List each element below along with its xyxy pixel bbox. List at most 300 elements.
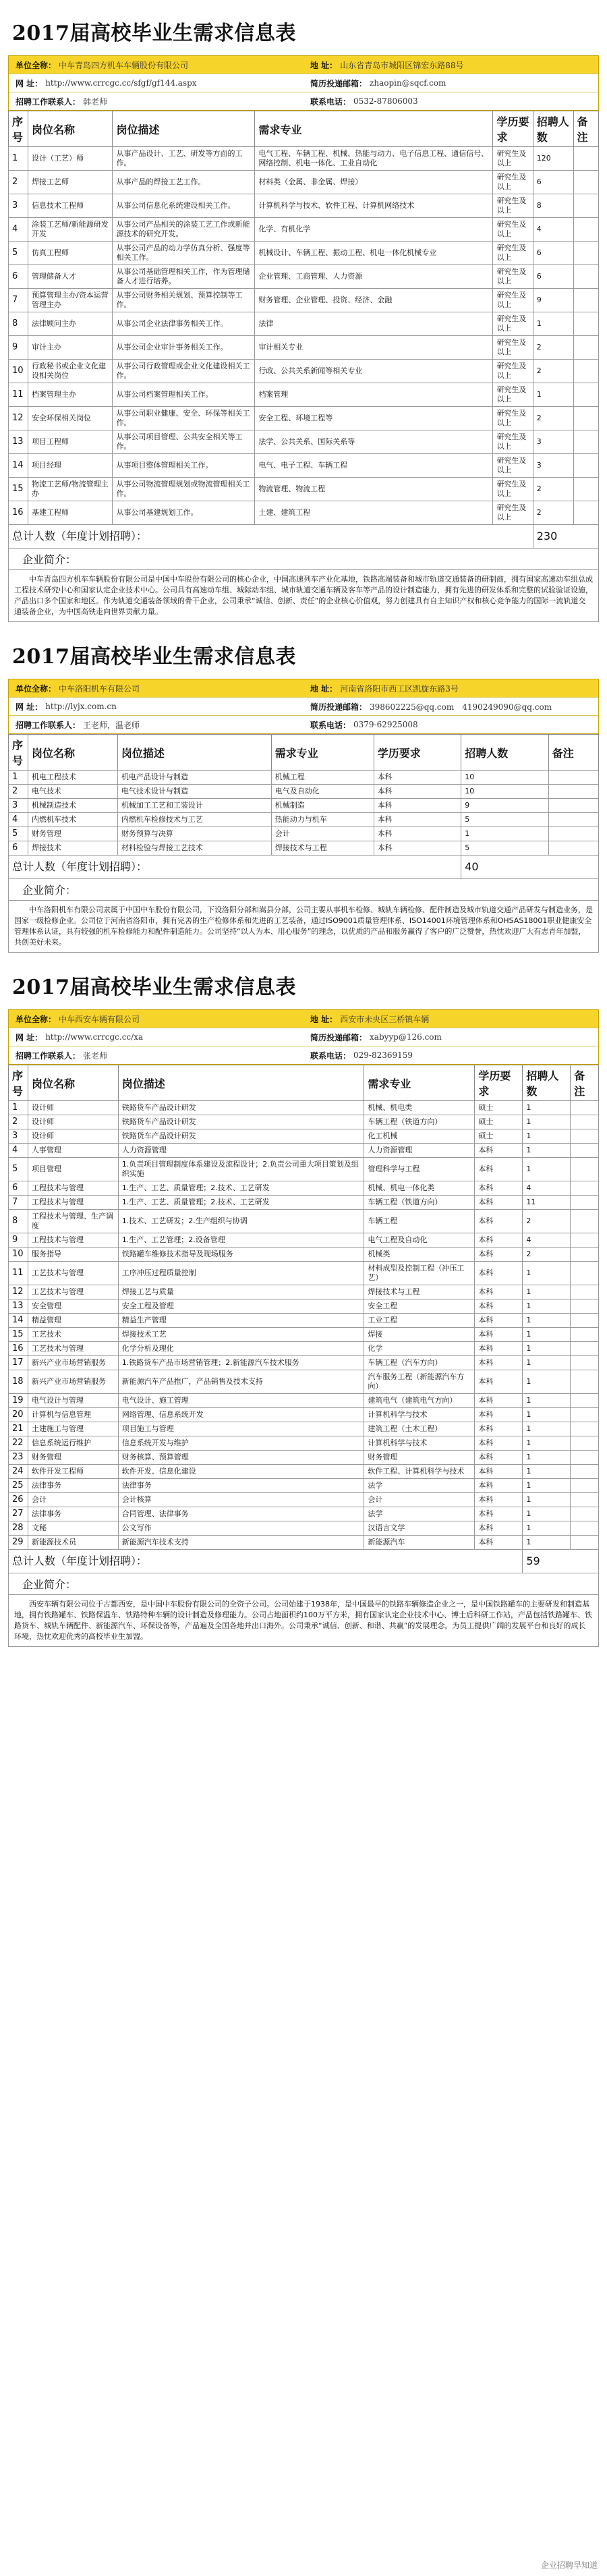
table-cell: 化学 <box>364 1342 475 1356</box>
table-cell: 29 <box>9 1536 28 1550</box>
column-header: 学历要求 <box>475 1065 523 1101</box>
table-cell: 网络管理、信息系统开发 <box>118 1408 364 1422</box>
info-row <box>9 1028 598 1046</box>
company-intro: 中车洛阳机车有限公司隶属于中国中车股份有限公司，下设洛阳分部和嵩县分部，公司主要从事机车检修、城轨车辆检修、配件制造及城市轨道交通产品研发与制造业务，是国家一级检修企业。公司位于河南省洛阳市，拥有完善的生产检修体系和先进的工艺装备，通过ISO9001质量管理体系、ISO14001环境管理体系和OHSAS18001职业健康安全管理体系认证，具有较强的机车检修能力和配件制造能力。公司坚持“以人为本、用心服务”的理念，以优质的产品和服务赢得了客户的广泛赞誉，热忱欢迎广大有志青年加盟，共创美好未来。 <box>8 901 599 953</box>
table-cell: 机械设计、车辆工程、振动工程、机电一体化机械专业 <box>255 242 493 265</box>
table-row <box>9 218 599 242</box>
table-cell: 10 <box>461 771 549 785</box>
table-cell: 新能源汽车 <box>364 1536 475 1550</box>
table-row <box>9 1507 599 1521</box>
company-block <box>8 970 599 2570</box>
table-cell: 土建施工与管理 <box>28 1422 119 1436</box>
table-cell <box>573 147 598 171</box>
table-cell: 2 <box>523 1248 571 1262</box>
table-row <box>9 1299 599 1314</box>
company-info <box>8 679 599 734</box>
table-cell: 信息技术工程师 <box>28 194 113 218</box>
info-cell <box>304 59 598 71</box>
table-cell: 软件工程、计算机科学与技术 <box>364 1465 475 1479</box>
table-cell <box>571 1285 599 1299</box>
job-table <box>8 734 599 879</box>
table-cell: 新兴产业市场营销服务 <box>28 1356 119 1370</box>
table-cell: 人事管理 <box>28 1144 119 1158</box>
table-cell: 1 <box>523 1299 571 1314</box>
column-header: 学历要求 <box>493 111 533 147</box>
table-cell: 计算机与信息管理 <box>28 1408 119 1422</box>
unit-name-label: 单位全称： <box>16 60 57 70</box>
table-cell: 焊接 <box>364 1328 475 1342</box>
table-cell: 17 <box>9 1356 28 1370</box>
table-cell: 18 <box>9 1370 28 1394</box>
table-cell: 从事公司项目管理、公共安全相关等工作。 <box>113 430 255 454</box>
table-cell: 4 <box>533 218 573 242</box>
website-link[interactable]: http://lyjx.com.cn <box>45 702 117 711</box>
table-cell: 工程技术与管理 <box>28 1233 119 1248</box>
table-row <box>9 827 599 841</box>
table-cell <box>571 1129 599 1144</box>
table-cell: 研究生及以上 <box>493 147 533 171</box>
table-cell: 本科 <box>475 1144 523 1158</box>
table-cell <box>571 1196 599 1210</box>
table-cell: 行政、公共关系新闻等相关专业 <box>255 360 493 383</box>
table-cell: 法律事务 <box>118 1479 364 1493</box>
table-cell: 6 <box>533 265 573 289</box>
table-cell: 法学 <box>364 1479 475 1493</box>
table-cell: 本科 <box>475 1181 523 1196</box>
table-cell: 2 <box>533 360 573 383</box>
table-cell: 13 <box>9 1299 28 1314</box>
table-cell: 档案管理 <box>255 383 493 407</box>
table-row <box>9 171 599 194</box>
website-link[interactable]: http://www.crrcgc.cc/xa <box>45 1032 144 1042</box>
unit-name-label: 单位全称： <box>16 683 57 694</box>
table-cell <box>571 1451 599 1465</box>
contact-label: 招聘工作联系人： <box>16 96 81 107</box>
table-row <box>9 1328 599 1342</box>
table-cell: 2 <box>533 407 573 430</box>
contact-label: 招聘工作联系人： <box>16 1051 81 1061</box>
table-cell: 9 <box>461 799 549 813</box>
column-header: 序号 <box>9 735 28 771</box>
table-cell: 新能源汽车产品推广，产品销售及技术支持 <box>118 1370 364 1394</box>
table-cell: 10 <box>9 1248 28 1262</box>
table-cell: 精益生产管理 <box>118 1314 364 1328</box>
table-cell: 从事公司财务相关规划、预算控制等工作。 <box>113 289 255 312</box>
table-cell: 研究生及以上 <box>493 501 533 525</box>
table-cell: 15 <box>9 478 28 501</box>
table-cell: 公文写作 <box>118 1521 364 1536</box>
table-cell: 1 <box>523 1465 571 1479</box>
email-label: 简历投递邮箱： <box>310 702 368 712</box>
table-cell <box>571 1394 599 1408</box>
table-cell: 汉语言文学 <box>364 1521 475 1536</box>
table-cell: 研究生及以上 <box>493 265 533 289</box>
table-cell: 研究生及以上 <box>493 312 533 336</box>
table-cell: 14 <box>9 454 28 478</box>
table-cell <box>571 1115 599 1129</box>
table-cell <box>571 1370 599 1394</box>
total-row <box>9 856 599 879</box>
table-cell: 本科 <box>475 1451 523 1465</box>
table-cell <box>573 454 598 478</box>
total-value: 230 <box>533 525 598 549</box>
table-cell: 会计核算 <box>118 1493 364 1507</box>
table-cell: 汽车服务工程（新能源汽车方向） <box>364 1370 475 1394</box>
table-cell: 3 <box>9 194 28 218</box>
table-cell: 10 <box>461 785 549 799</box>
table-cell: 2 <box>9 171 28 194</box>
table-cell: 机电工程技术 <box>28 771 118 785</box>
table-row <box>9 1521 599 1536</box>
table-cell: 1 <box>533 312 573 336</box>
table-cell: 5 <box>461 813 549 827</box>
table-cell: 焊接工艺与质量 <box>118 1285 364 1299</box>
table-cell: 电气、电子工程、车辆工程 <box>255 454 493 478</box>
table-cell <box>571 1233 599 1248</box>
table-cell: 材料成型及控制工程（冲压工艺） <box>364 1262 475 1285</box>
table-cell <box>571 1101 599 1115</box>
table-cell: 1 <box>461 827 549 841</box>
table-cell: 电气设计与管理 <box>28 1394 119 1408</box>
table-cell: 1 <box>523 1422 571 1436</box>
email-link[interactable]: xabyyp@126.com <box>370 1032 442 1042</box>
table-cell: 11 <box>523 1196 571 1210</box>
column-header: 招聘人数 <box>533 111 573 147</box>
table-cell: 本科 <box>475 1328 523 1342</box>
table-cell <box>573 171 598 194</box>
table-cell <box>571 1356 599 1370</box>
table-row <box>9 785 599 799</box>
table-row <box>9 1210 599 1233</box>
table-cell: 从事公司企业审计事务相关工作。 <box>113 336 255 360</box>
table-cell: 6 <box>9 841 28 856</box>
website-label: 网 址： <box>16 78 43 88</box>
table-cell: 1 <box>523 1158 571 1181</box>
table-cell: 1 <box>9 147 28 171</box>
table-cell: 材料检验与焊接工艺技术 <box>117 841 271 856</box>
table-cell <box>571 1465 599 1479</box>
table-row <box>9 1451 599 1465</box>
table-cell: 预算管理主办/资本运营管理主办 <box>28 289 113 312</box>
table-cell: 设计师 <box>28 1115 119 1129</box>
table-row <box>9 242 599 265</box>
table-cell <box>548 841 598 856</box>
table-cell: 1 <box>523 1328 571 1342</box>
table-cell: 1 <box>533 383 573 407</box>
table-cell: 财务核算、预算管理 <box>118 1451 364 1465</box>
table-cell: 铁路货车产品设计研发 <box>118 1101 364 1115</box>
email-link[interactable]: zhaopin@sqcf.com <box>370 78 446 88</box>
table-cell: 硕士 <box>475 1101 523 1115</box>
column-header: 需求专业 <box>255 111 493 147</box>
address: 山东省青岛市城阳区锦宏东路88号 <box>340 60 464 70</box>
table-cell: 2 <box>533 501 573 525</box>
table-row <box>9 1181 599 1196</box>
table-cell: 从事公司档案管理相关工作。 <box>113 383 255 407</box>
column-header: 序号 <box>9 111 28 147</box>
table-cell: 4 <box>9 1144 28 1158</box>
table-cell: 14 <box>9 1314 28 1328</box>
table-cell: 23 <box>9 1451 28 1465</box>
column-header: 招聘人数 <box>461 735 549 771</box>
column-header: 岗位描述 <box>117 735 271 771</box>
table-row <box>9 265 599 289</box>
table-cell <box>571 1248 599 1262</box>
table-cell: 设计师 <box>28 1101 119 1115</box>
table-cell: 电气设计、施工管理 <box>118 1394 364 1408</box>
table-cell: 会计 <box>28 1493 119 1507</box>
table-cell: 本科 <box>475 1394 523 1408</box>
unit-name: 中车洛阳机车有限公司 <box>59 683 140 694</box>
table-cell: 从事公司行政管理或企业文化建设相关工作。 <box>113 360 255 383</box>
table-cell: 焊接技术与工程 <box>364 1285 475 1299</box>
table-cell: 审计相关专业 <box>255 336 493 360</box>
table-row <box>9 1536 599 1550</box>
table-cell <box>548 827 598 841</box>
table-cell <box>571 1479 599 1493</box>
table-cell: 设计（工艺）师 <box>28 147 113 171</box>
table-cell: 热能动力与机车 <box>271 813 374 827</box>
table-cell: 机械制造 <box>271 799 374 813</box>
table-cell: 1 <box>523 1262 571 1285</box>
table-cell: 11 <box>9 1262 28 1285</box>
table-cell: 8 <box>9 1210 28 1233</box>
info-cell <box>9 1050 304 1061</box>
table-cell: 4 <box>9 813 28 827</box>
table-cell: 3 <box>533 430 573 454</box>
table-cell: 研究生及以上 <box>493 242 533 265</box>
column-header: 序号 <box>9 1065 28 1101</box>
table-row <box>9 1158 599 1181</box>
table-row <box>9 1465 599 1479</box>
table-cell: 精益管理 <box>28 1314 119 1328</box>
table-cell: 服务指导 <box>28 1248 119 1262</box>
unit-name-label: 单位全称： <box>16 1014 57 1024</box>
table-row <box>9 478 599 501</box>
table-header-row <box>9 735 599 771</box>
table-cell: 5 <box>9 1158 28 1181</box>
table-cell: 工艺技术与管理 <box>28 1342 119 1356</box>
phone-label: 联系电话： <box>310 1051 351 1061</box>
column-header: 岗位名称 <box>28 735 118 771</box>
table-cell <box>571 1436 599 1451</box>
page-title: 2017届高校毕业生需求信息表 <box>12 22 296 45</box>
table-cell <box>548 799 598 813</box>
column-header: 学历要求 <box>374 735 461 771</box>
total-value: 59 <box>523 1550 599 1573</box>
table-cell: 硕士 <box>475 1115 523 1129</box>
table-cell: 本科 <box>475 1370 523 1394</box>
table-cell: 9 <box>533 289 573 312</box>
info-cell <box>9 719 304 731</box>
table-cell: 8 <box>533 194 573 218</box>
table-row <box>9 1101 599 1115</box>
job-table <box>8 1065 599 1573</box>
table-cell: 法律事务 <box>28 1507 119 1521</box>
table-cell: 铁路货车产品设计研发 <box>118 1129 364 1144</box>
website-link[interactable]: http://www.crrcgc.cc/sfgf/gf144.aspx <box>45 78 197 88</box>
table-cell: 机械加工工艺和工装设计 <box>117 799 271 813</box>
address: 河南省洛阳市西工区凯旋东路3号 <box>340 683 459 694</box>
total-label: 总计人数（年度计划招聘）： <box>9 1550 523 1573</box>
table-cell: 6 <box>533 242 573 265</box>
info-cell <box>9 1013 304 1025</box>
unit-name: 中车青岛四方机车车辆股份有限公司 <box>59 60 189 70</box>
table-cell: 电气技术设计与制造 <box>117 785 271 799</box>
table-cell: 焊接工艺师 <box>28 171 113 194</box>
phone-number: 029-82369159 <box>353 1051 413 1060</box>
table-cell <box>571 1422 599 1436</box>
column-header: 备注 <box>571 1065 599 1101</box>
info-cell <box>304 719 598 731</box>
table-cell: 档案管理主办 <box>28 383 113 407</box>
table-cell: 仿真工程师 <box>28 242 113 265</box>
table-cell: 12 <box>9 407 28 430</box>
email-label: 简历投递邮箱： <box>310 1032 368 1042</box>
table-row <box>9 813 599 827</box>
phone-number: 0379-62925008 <box>353 720 418 729</box>
table-row <box>9 1479 599 1493</box>
table-cell: 4 <box>523 1233 571 1248</box>
address-label: 地 址： <box>310 60 338 70</box>
table-cell: 1 <box>523 1101 571 1115</box>
email-link[interactable]: 398602225@qq.com 4190249090@qq.com <box>370 702 552 712</box>
table-cell: 9 <box>9 1233 28 1248</box>
table-header-row <box>9 111 599 147</box>
table-cell: 1 <box>523 1342 571 1356</box>
table-cell: 项目管理 <box>28 1158 119 1181</box>
table-cell: 1 <box>523 1479 571 1493</box>
table-cell: 材料类（金属、非金属、焊接） <box>255 171 493 194</box>
table-cell: 本科 <box>475 1408 523 1422</box>
table-cell: 机械工程 <box>271 771 374 785</box>
table-cell: 本科 <box>475 1210 523 1233</box>
table-cell: 设计师 <box>28 1129 119 1144</box>
table-cell: 铁路罐车维修技术指导及现场服务 <box>118 1248 364 1262</box>
table-cell: 铁路货车产品设计研发 <box>118 1115 364 1129</box>
table-cell: 本科 <box>475 1248 523 1262</box>
table-row <box>9 1129 599 1144</box>
table-cell: 本科 <box>475 1262 523 1285</box>
table-cell: 5 <box>9 242 28 265</box>
table-row <box>9 501 599 525</box>
table-row <box>9 147 599 171</box>
table-cell <box>571 1210 599 1233</box>
table-cell: 本科 <box>374 841 461 856</box>
table-row <box>9 312 599 336</box>
table-row <box>9 1285 599 1299</box>
table-cell <box>571 1493 599 1507</box>
table-cell: 车辆工程（铁道方向） <box>364 1196 475 1210</box>
table-cell: 安全管理 <box>28 1299 119 1314</box>
table-cell: 28 <box>9 1521 28 1536</box>
company-intro: 中车青岛四方机车车辆股份有限公司是中国中车股份有限公司的核心企业，中国高速列车产业化基地，铁路高端装备和城市轨道交通装备的研制商，拥有国家高速动车组总成工程技术研究中心和国家认定企业技术中心。公司具有高速动车组、城际动车组、城市轨道交通车辆及客车等产品的设计制造能力，拥有先进的研发体系和完整的试验验证设施，产品出口多个国家和地区。作为轨道交通装备领域的骨干企业，公司秉承“诚信、创新、责任”的企业核心价值观，努力创建具有自主知识产权和核心竞争能力的国际一流轨道交通装备企业，为中国高铁走向世界贡献力量。 <box>8 570 599 622</box>
table-row <box>9 799 599 813</box>
info-row <box>9 92 598 110</box>
table-cell: 9 <box>9 336 28 360</box>
info-row <box>9 679 598 698</box>
table-cell: 财务管理、企业管理、投资、经济、金融 <box>255 289 493 312</box>
table-cell: 会计 <box>271 827 374 841</box>
table-cell: 1.技术、工艺研发；2.生产组织与协调 <box>118 1210 364 1233</box>
table-cell: 从事公司职业健康、安全、环保等相关工作。 <box>113 407 255 430</box>
column-header: 岗位描述 <box>118 1065 364 1101</box>
table-cell: 计算机科学与技术 <box>364 1408 475 1422</box>
table-cell: 1 <box>523 1394 571 1408</box>
intro-heading: 企业简介： <box>8 549 599 570</box>
table-cell: 研究生及以上 <box>493 218 533 242</box>
phone-label: 联系电话： <box>310 96 351 107</box>
contact-person: 张老师 <box>83 1051 108 1061</box>
table-cell: 工程技术与管理、生产调度 <box>28 1210 119 1233</box>
unit-name: 中车西安车辆有限公司 <box>59 1014 140 1024</box>
table-row <box>9 1408 599 1422</box>
table-cell: 本科 <box>475 1521 523 1536</box>
table-cell: 研究生及以上 <box>493 478 533 501</box>
table-row <box>9 771 599 785</box>
table-row <box>9 1144 599 1158</box>
table-cell: 本科 <box>475 1314 523 1328</box>
table-cell: 土建、建筑工程 <box>255 501 493 525</box>
table-cell: 审计主办 <box>28 336 113 360</box>
table-cell: 1 <box>9 771 28 785</box>
table-cell: 从事公司产品相关的涂装工艺工作或新能源技术的研究开发。 <box>113 218 255 242</box>
table-cell: 本科 <box>475 1493 523 1507</box>
intro-heading: 企业简介： <box>8 879 599 901</box>
table-cell <box>573 242 598 265</box>
table-cell: 本科 <box>475 1196 523 1210</box>
table-cell: 内燃机车检修技术与工艺 <box>117 813 271 827</box>
table-cell: 1.生产、工艺、质量管理；2.技术、工艺研发 <box>118 1196 364 1210</box>
table-cell: 2 <box>523 1210 571 1233</box>
table-cell: 120 <box>533 147 573 171</box>
table-cell: 法学 <box>364 1507 475 1521</box>
table-cell: 研究生及以上 <box>493 407 533 430</box>
table-row <box>9 1394 599 1408</box>
watermark-text: 企业招聘早知道 <box>540 2560 598 2570</box>
company-info <box>8 55 599 111</box>
table-cell: 1.生产、工艺管理；2.设备管理 <box>118 1233 364 1248</box>
info-cell <box>304 701 598 712</box>
table-cell: 13 <box>9 430 28 454</box>
table-cell <box>548 771 598 785</box>
info-row <box>9 716 598 733</box>
table-cell: 本科 <box>475 1356 523 1370</box>
table-cell: 工程技术与管理 <box>28 1181 119 1196</box>
table-cell: 法律事务 <box>28 1479 119 1493</box>
job-table <box>8 111 599 549</box>
table-cell: 本科 <box>475 1158 523 1181</box>
table-row <box>9 336 599 360</box>
column-header: 备注 <box>548 735 598 771</box>
table-row <box>9 454 599 478</box>
table-cell <box>573 336 598 360</box>
table-cell <box>573 218 598 242</box>
info-row <box>9 698 598 716</box>
table-header-row <box>9 1065 599 1101</box>
table-cell: 1 <box>523 1285 571 1299</box>
table-cell: 7 <box>9 1196 28 1210</box>
info-cell <box>9 1032 304 1043</box>
table-row <box>9 1233 599 1248</box>
table-cell: 项目工程师 <box>28 430 113 454</box>
table-cell <box>548 785 598 799</box>
table-cell: 1 <box>523 1356 571 1370</box>
table-cell: 计算机科学与技术、软件工程、计算机网络技术 <box>255 194 493 218</box>
intro-heading: 企业简介： <box>8 1573 599 1595</box>
table-cell: 26 <box>9 1493 28 1507</box>
table-cell: 3 <box>533 454 573 478</box>
